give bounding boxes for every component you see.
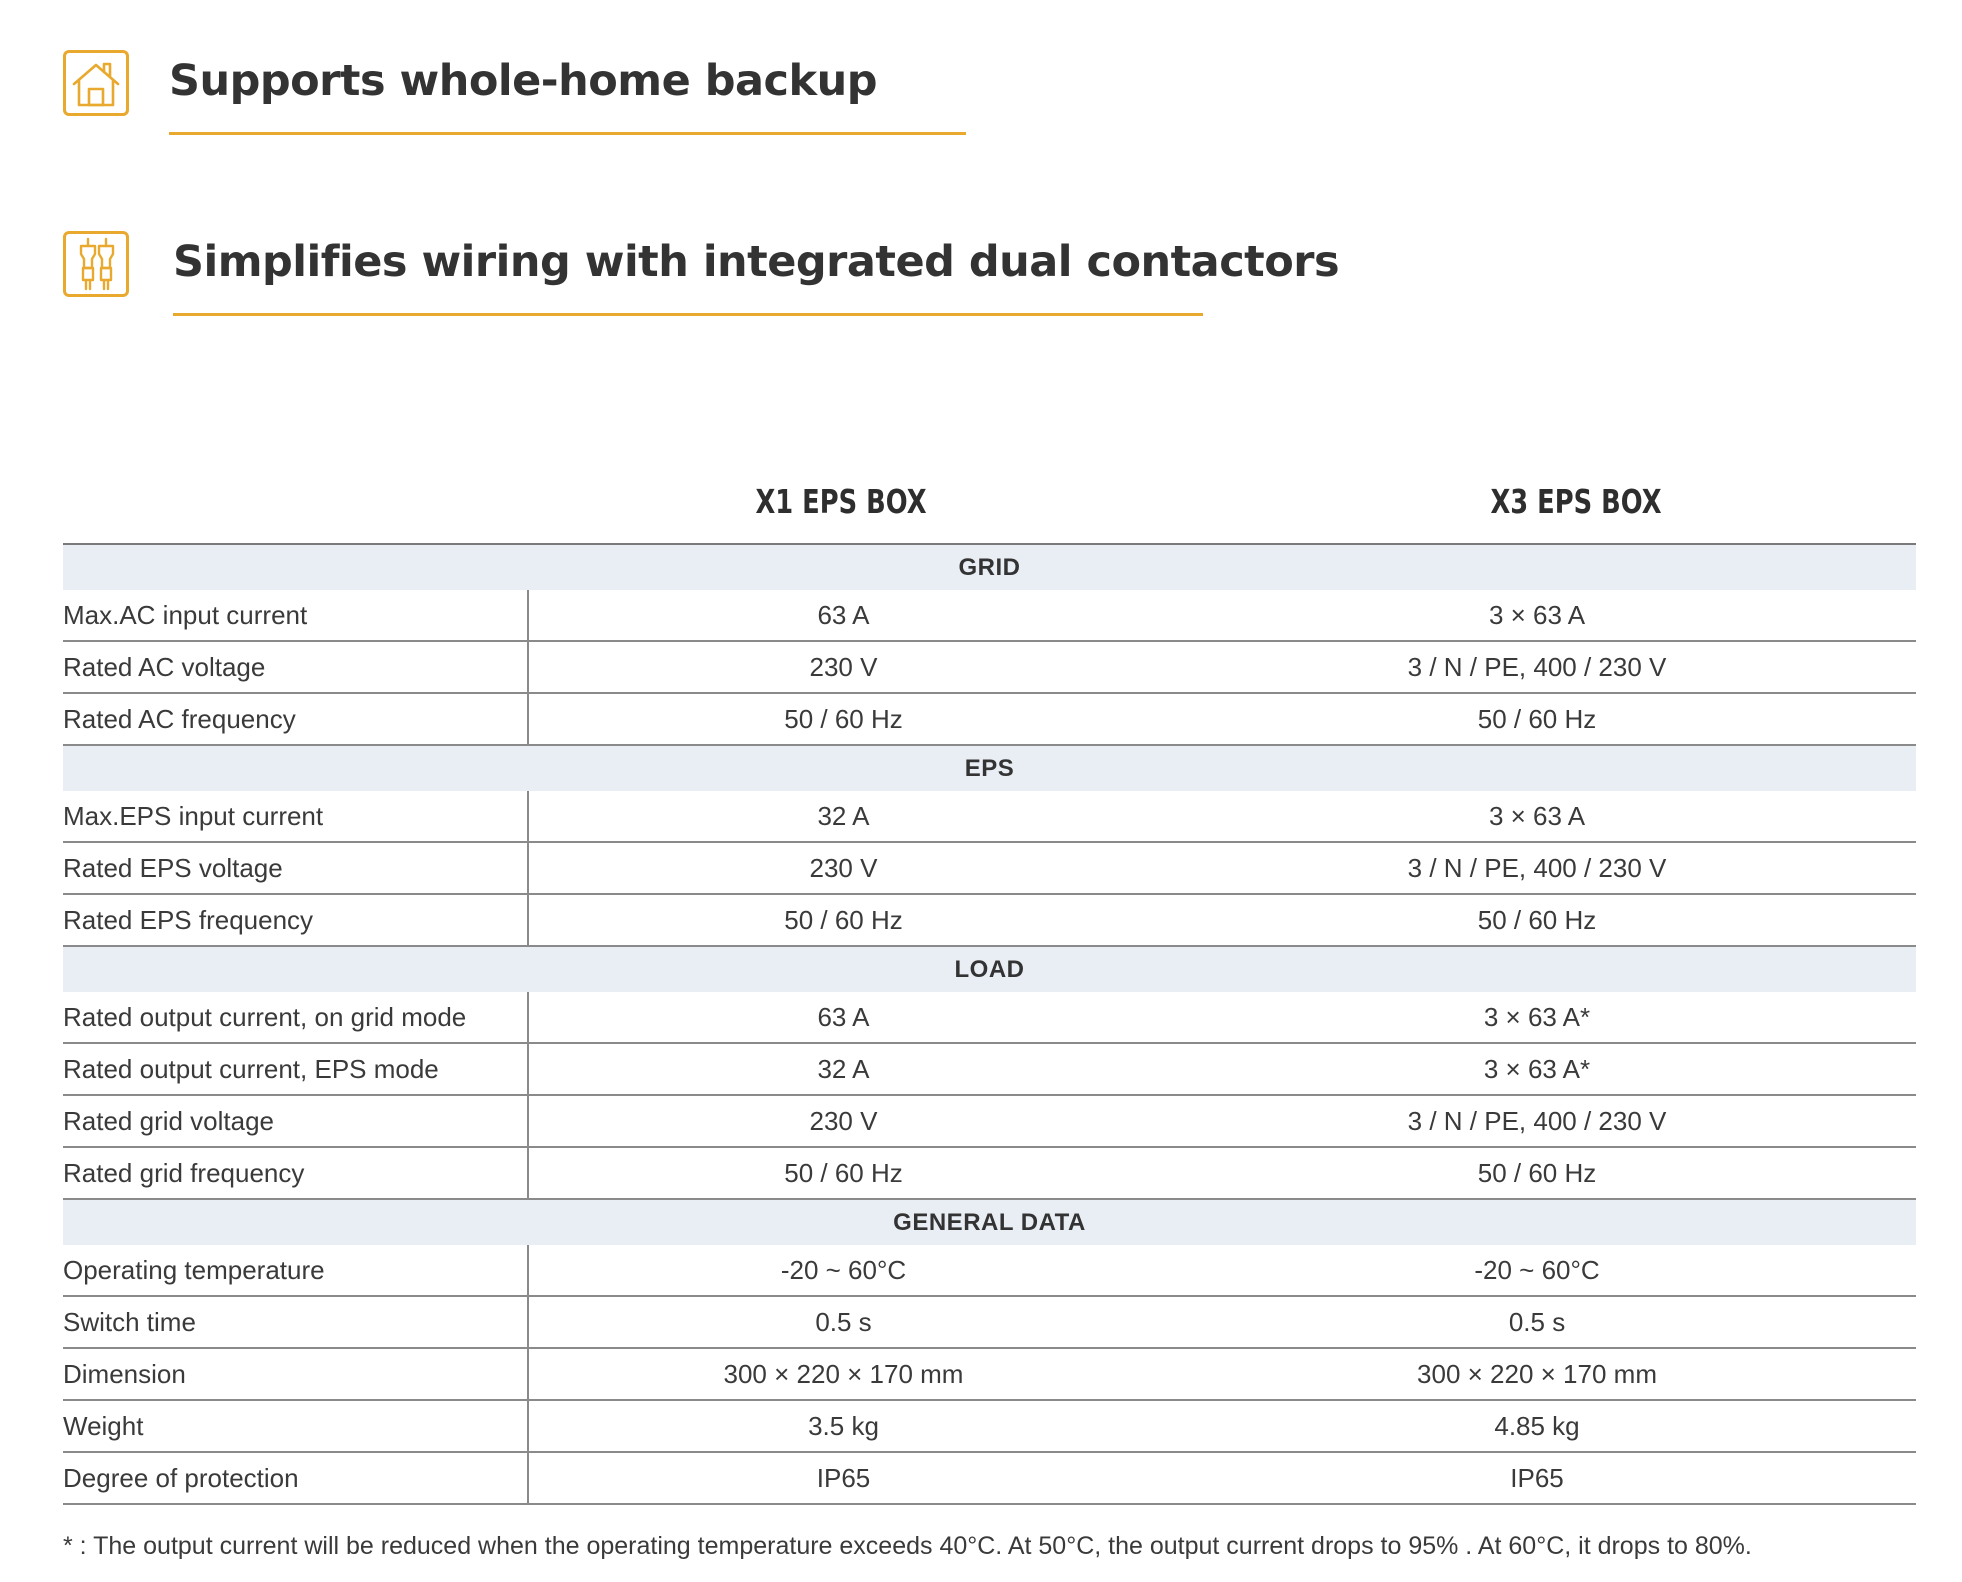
section-title: LOAD — [63, 946, 1916, 992]
row-label: Rated output current, on grid mode — [63, 992, 528, 1043]
x3-value: IP65 — [1158, 1452, 1916, 1504]
row-label: Rated AC voltage — [63, 641, 528, 693]
column-header-x3: X3 EPS BOX — [1490, 482, 1662, 521]
x3-value: 0.5 s — [1158, 1296, 1916, 1348]
x1-value: 50 / 60 Hz — [528, 894, 1158, 946]
x3-value: 3 × 63 A* — [1158, 992, 1916, 1043]
row-label: Dimension — [63, 1348, 528, 1400]
row-label: Operating temperature — [63, 1245, 528, 1296]
row-label: Switch time — [63, 1296, 528, 1348]
column-header-x1: X1 EPS BOX — [755, 482, 927, 521]
x1-value: -20 ~ 60°C — [528, 1245, 1158, 1296]
table-row — [63, 894, 1916, 946]
x1-value: 32 A — [528, 791, 1158, 842]
x1-value: 230 V — [528, 1095, 1158, 1147]
x3-value: -20 ~ 60°C — [1158, 1245, 1916, 1296]
feature-underline — [169, 132, 966, 135]
row-label: Rated grid frequency — [63, 1147, 528, 1199]
table-row — [63, 1043, 1916, 1095]
row-label: Max.AC input current — [63, 590, 528, 641]
x3-value: 50 / 60 Hz — [1158, 693, 1916, 745]
table-row — [63, 1452, 1916, 1504]
row-label: Max.EPS input current — [63, 791, 528, 842]
feature-title: Supports whole-home backup — [169, 56, 878, 106]
x3-value: 300 × 220 × 170 mm — [1158, 1348, 1916, 1400]
table-row — [63, 992, 1916, 1043]
x3-value: 4.85 kg — [1158, 1400, 1916, 1452]
table-row — [63, 842, 1916, 894]
row-label: Rated EPS frequency — [63, 894, 528, 946]
x1-value: IP65 — [528, 1452, 1158, 1504]
section-header — [63, 545, 1916, 590]
x1-value: 50 / 60 Hz — [528, 693, 1158, 745]
x1-value: 230 V — [528, 641, 1158, 693]
spec-table — [63, 545, 1916, 1505]
x1-value: 63 A — [528, 590, 1158, 641]
section-header — [63, 745, 1916, 791]
section-title: GRID — [63, 545, 1916, 590]
x3-value: 50 / 60 Hz — [1158, 1147, 1916, 1199]
row-label: Rated output current, EPS mode — [63, 1043, 528, 1095]
row-label: Rated AC frequency — [63, 693, 528, 745]
table-row — [63, 1400, 1916, 1452]
x3-value: 3 / N / PE, 400 / 230 V — [1158, 1095, 1916, 1147]
x1-value: 300 × 220 × 170 mm — [528, 1348, 1158, 1400]
dual-contactor-icon — [63, 231, 129, 297]
row-label: Weight — [63, 1400, 528, 1452]
footnote: * : The output current will be reduced when the operating temperature exceeds 40°C. At 50°C, the output current drops to 95% . At 60°C, it drops to 80%. — [63, 1532, 1752, 1560]
x3-value: 3 / N / PE, 400 / 230 V — [1158, 641, 1916, 693]
row-label: Rated EPS voltage — [63, 842, 528, 894]
table-row — [63, 1245, 1916, 1296]
x1-value: 50 / 60 Hz — [528, 1147, 1158, 1199]
table-row — [63, 1095, 1916, 1147]
x1-value: 230 V — [528, 842, 1158, 894]
section-header — [63, 1199, 1916, 1245]
house-icon — [63, 50, 129, 116]
table-row — [63, 1296, 1916, 1348]
feature-underline — [173, 313, 1203, 316]
x3-value: 50 / 60 Hz — [1158, 894, 1916, 946]
section-header — [63, 946, 1916, 992]
x3-value: 3 × 63 A — [1158, 590, 1916, 641]
x1-value: 32 A — [528, 1043, 1158, 1095]
row-label: Rated grid voltage — [63, 1095, 528, 1147]
section-title: GENERAL DATA — [63, 1199, 1916, 1245]
x1-value: 0.5 s — [528, 1296, 1158, 1348]
table-row — [63, 1147, 1916, 1199]
table-row — [63, 641, 1916, 693]
x1-value: 63 A — [528, 992, 1158, 1043]
x1-value: 3.5 kg — [528, 1400, 1158, 1452]
x3-value: 3 / N / PE, 400 / 230 V — [1158, 842, 1916, 894]
table-row — [63, 1348, 1916, 1400]
table-row — [63, 791, 1916, 842]
feature-title: Simplifies wiring with integrated dual contactors — [173, 237, 1340, 287]
row-label: Degree of protection — [63, 1452, 528, 1504]
x3-value: 3 × 63 A — [1158, 791, 1916, 842]
section-title: EPS — [63, 745, 1916, 791]
table-row — [63, 590, 1916, 641]
x3-value: 3 × 63 A* — [1158, 1043, 1916, 1095]
table-row — [63, 693, 1916, 745]
